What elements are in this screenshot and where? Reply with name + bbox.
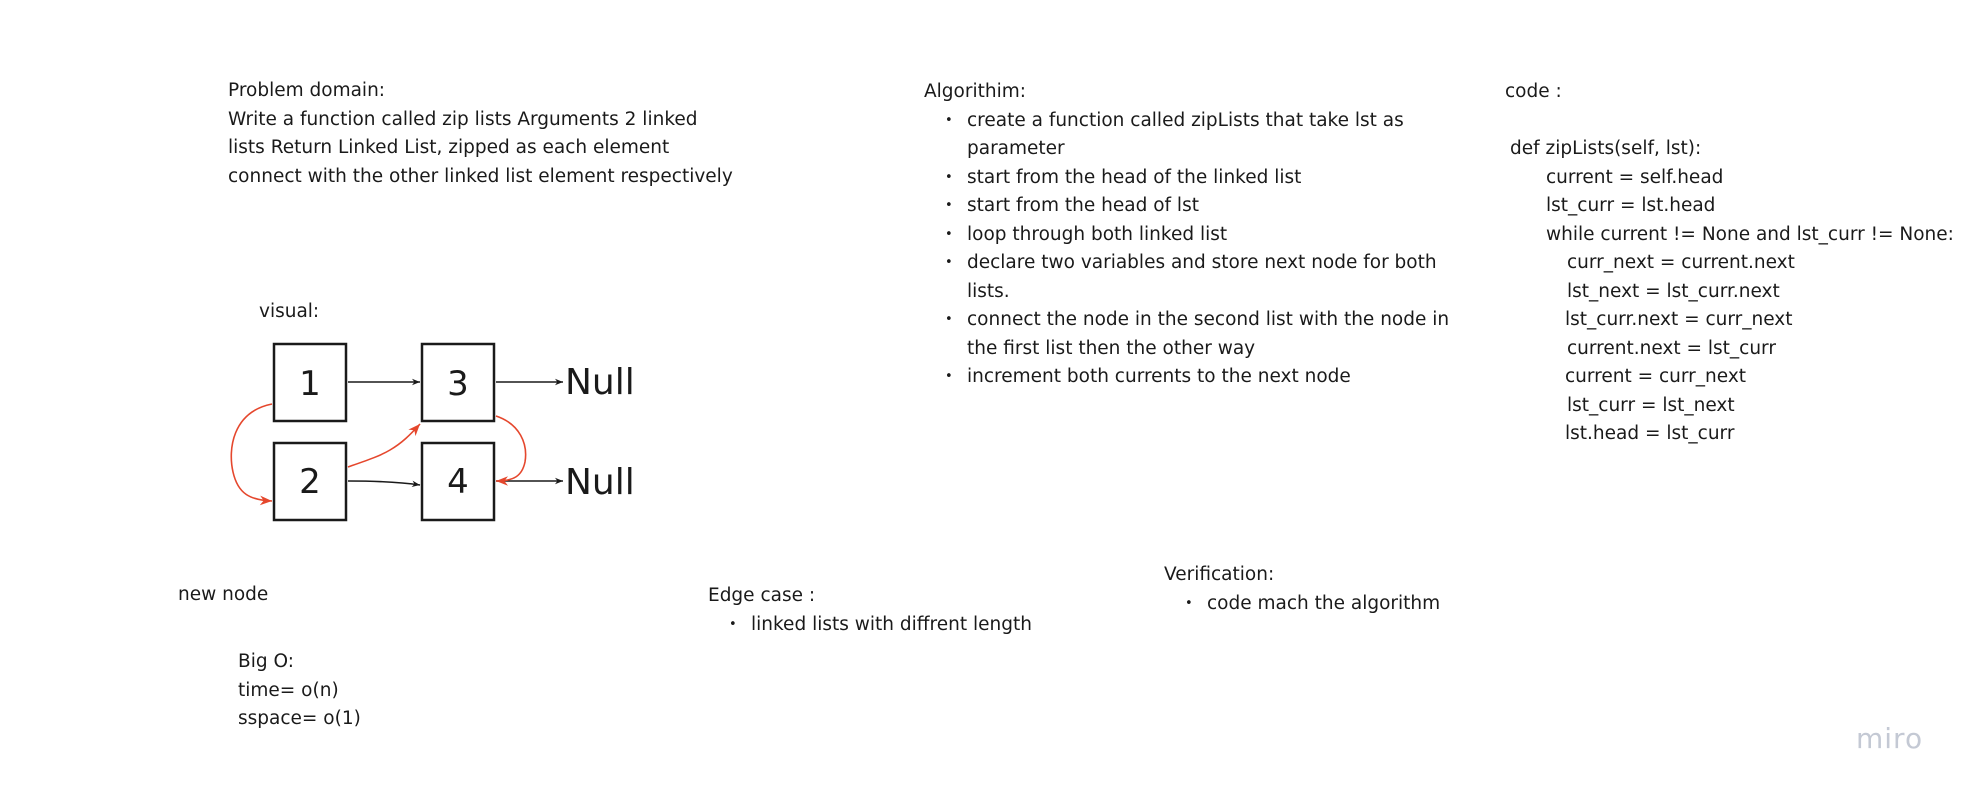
miro-logo: miro — [1856, 722, 1924, 755]
problem-line: Write a function called zip lists Arguments 2 linked — [228, 108, 698, 130]
visual-heading: visual: — [259, 301, 320, 322]
node-3 — [422, 344, 494, 421]
verification-text: code mach the algorithm — [1207, 592, 1441, 614]
code-line: lst_curr = lst_next — [1567, 394, 1735, 416]
node-label: 4 — [447, 462, 469, 502]
red-arrow-1-to-2 — [231, 404, 272, 501]
edge-case-text: linked lists with diffrent length — [751, 613, 1032, 635]
step-text: • connect the node in the second list with the node in — [967, 309, 1450, 330]
edge-case-heading: Edge case : — [708, 585, 816, 606]
code-heading: code : — [1505, 81, 1562, 102]
step-text: • create a function called zipLists that take lst as — [967, 109, 1404, 131]
step-text: • loop through both linked list — [967, 223, 1228, 245]
new-node-label: new node — [178, 584, 269, 605]
red-arrow-3-to-4 — [496, 416, 526, 481]
big-o-time: time= o(n) — [238, 679, 339, 701]
algorithm-heading: Algorithim: — [924, 81, 1026, 102]
step-text: • increment both currents to the next node — [967, 366, 1351, 387]
big-o-space: sspace= o(1) — [238, 708, 361, 729]
code-line: current = curr_next — [1565, 366, 1747, 387]
problem-domain-heading: Problem domain: — [228, 80, 386, 101]
code-line: while current != None and lst_curr != None: — [1546, 223, 1954, 245]
edge-case-list — [708, 611, 1032, 640]
verification-section — [1164, 561, 1440, 618]
code-line: lst_curr.next = curr_next — [1565, 309, 1793, 330]
node-2 — [274, 443, 346, 520]
edge-case-item — [708, 611, 1032, 640]
code-line: lst_next = lst_curr.next — [1567, 280, 1780, 302]
verification-heading: Verification: — [1164, 564, 1275, 585]
step-text: lists. — [967, 280, 1010, 302]
big-o-heading: Big O: — [238, 651, 294, 672]
verification-list — [1164, 590, 1440, 619]
step-text: • start from the head of the linked list — [967, 166, 1302, 188]
code-line: def zipLists(self, lst): — [1510, 138, 1702, 159]
node-label: 3 — [447, 364, 469, 404]
big-o-section — [238, 648, 361, 734]
node-label: 1 — [299, 364, 321, 404]
null-label-bottom: Null — [565, 462, 635, 503]
node-label: 2 — [299, 462, 321, 502]
code-line: current.next = lst_curr — [1567, 337, 1776, 359]
problem-line: connect with the other linked list element respectively — [228, 165, 733, 187]
step-text: the first list then the other way — [967, 337, 1256, 359]
code-line: curr_next = current.next — [1567, 252, 1795, 273]
verification-item — [1164, 590, 1440, 619]
code-line: current = self.head — [1546, 166, 1724, 188]
red-arrow-2-to-3 — [348, 424, 420, 467]
code-line: lst.head = lst_curr — [1565, 423, 1735, 444]
problem-line: lists Return Linked List, zipped as each element — [228, 137, 670, 158]
step-text: parameter — [967, 138, 1065, 159]
node-4 — [422, 443, 494, 520]
edge-case-section — [708, 582, 1032, 639]
step-text: • declare two variables and store next node for both — [967, 252, 1437, 273]
code-line: lst_curr = lst.head — [1546, 195, 1716, 216]
null-label-top: Null — [565, 362, 635, 403]
node-1 — [274, 344, 346, 421]
arrow-2-to-4 — [348, 481, 420, 485]
step-text: • start from the head of lst — [967, 195, 1199, 216]
